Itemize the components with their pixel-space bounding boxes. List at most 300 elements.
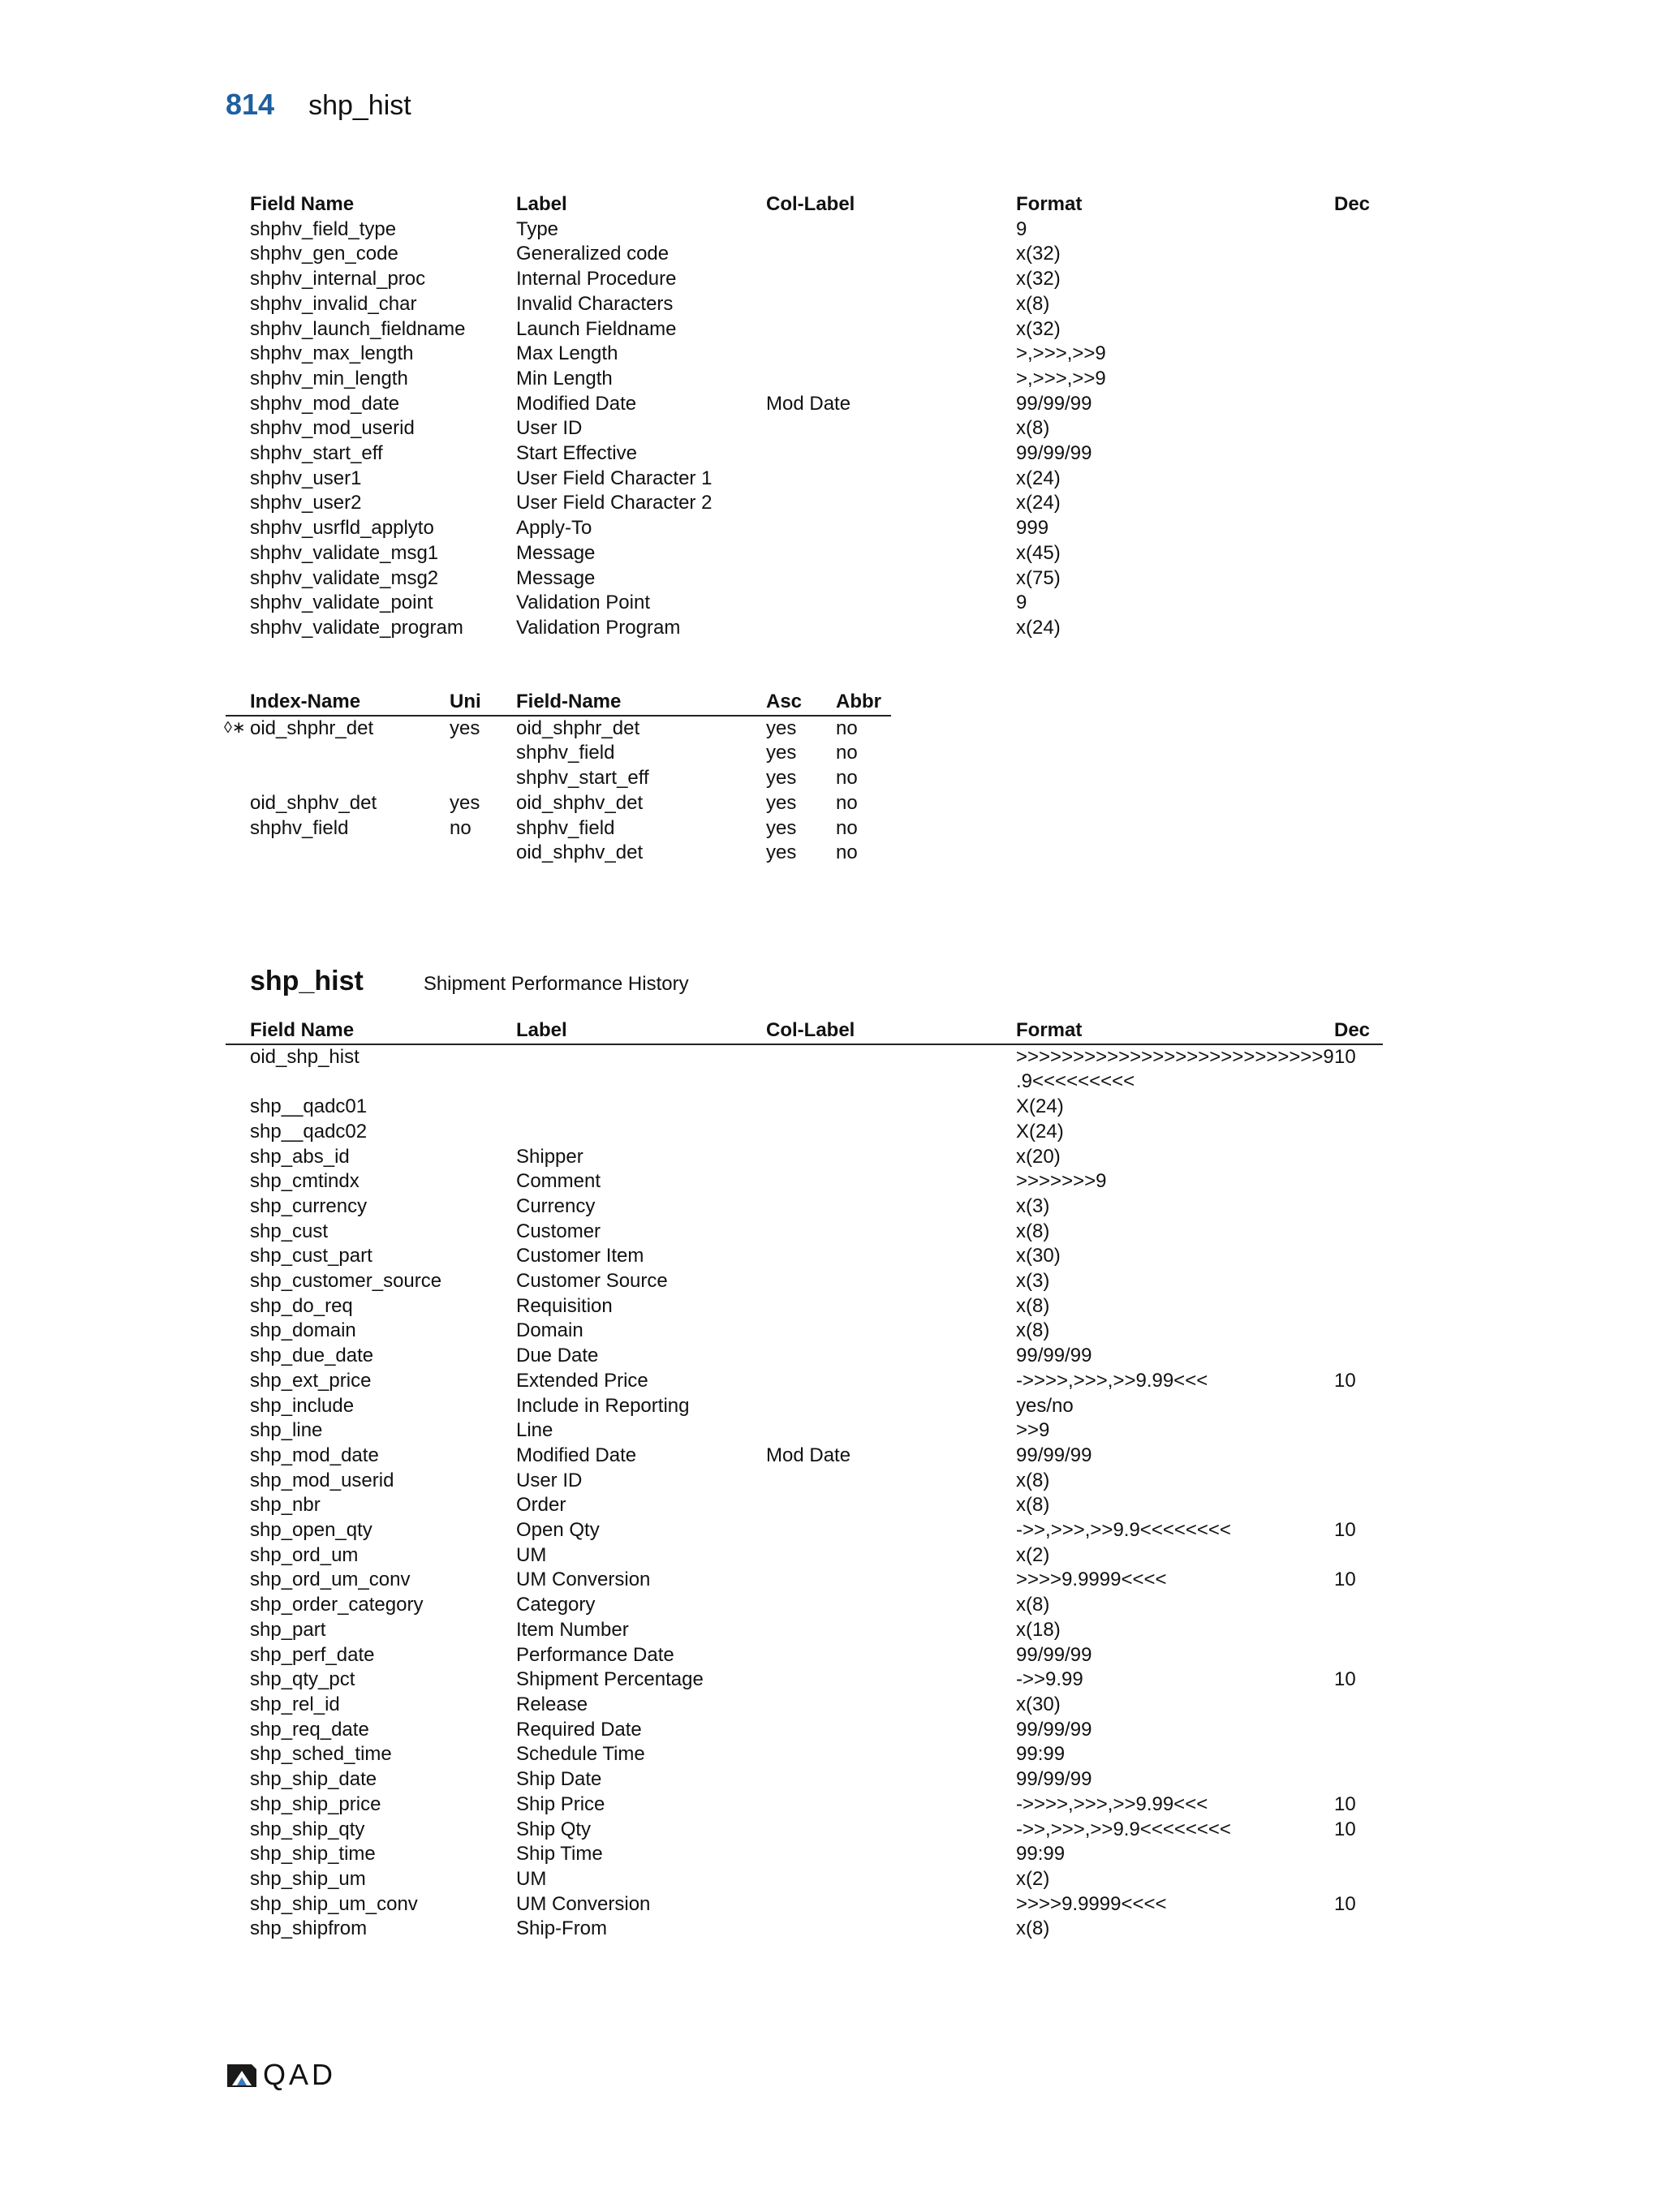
cell-unique [425,791,492,816]
cell-text: x(20) [1016,1145,1061,1168]
cell-dec [1310,1444,1383,1469]
cell-dec [1310,1643,1383,1668]
cell-format [992,516,1310,541]
cell-field-name [226,1493,492,1518]
column-header-col-label: Col-Label [766,193,855,215]
table-row [226,392,1383,417]
cell-field-name [226,1044,492,1095]
cell-col-label [742,367,992,392]
cell-dec [1310,292,1383,317]
cell-label [492,566,742,592]
cell-col-label [742,1493,992,1518]
cell-col-label [742,1718,992,1743]
cell-text: Apply-To [516,517,592,540]
column-header-unique: Uni [425,690,492,716]
cell-col-label [742,1892,992,1917]
cell-text: yes [766,742,797,764]
field-table-shphv [226,192,1383,641]
cell-field-name [226,242,492,267]
cell-field-name [226,1444,492,1469]
table-row [226,1792,1383,1818]
cell-unique [425,816,492,841]
cell-field-name [226,1469,492,1494]
cell-text: Internal Procedure [516,268,677,290]
cell-col-label [742,516,992,541]
cell-format [992,1469,1310,1494]
cell-text: shp_ship_qty [250,1818,365,1840]
cell-text: yes [450,791,480,814]
cell-dec [1310,1593,1383,1618]
column-header-dec: Dec [1334,193,1371,215]
cell-format [992,1668,1310,1693]
cell-text: Ship Qty [516,1818,592,1840]
cell-field-name [492,841,742,866]
cell-text: 9 [1016,217,1027,240]
cell-text: shphv_min_length [250,367,408,389]
cell-dec [1310,441,1383,467]
cell-format [992,1818,1310,1843]
cell-label [492,1095,742,1120]
cell-col-label [742,1518,992,1543]
cell-col-label [742,292,992,317]
cell-text: Customer Item [516,1245,644,1267]
table-row [226,1593,1383,1618]
cell-text: Validation Program [516,616,681,639]
cell-text: yes [766,791,797,814]
cell-dec [1310,1493,1383,1518]
index-table [226,690,891,866]
cell-text: x(3) [1016,1270,1050,1293]
cell-text: shp_part [250,1618,326,1641]
cell-index-name [226,841,425,866]
cell-label [492,217,742,243]
cell-dec [1310,1194,1383,1220]
cell-format [992,1294,1310,1319]
cell-text: 99/99/99 [1016,442,1092,465]
cell-col-label [742,1319,992,1344]
cell-text: x(24) [1016,467,1061,489]
cell-col-label [742,317,992,342]
cell-field-name [226,1269,492,1294]
cell-col-label [742,342,992,367]
table-row [226,1369,1383,1394]
section-title [250,966,689,997]
cell-label [492,242,742,267]
table-row [226,1418,1383,1444]
cell-col-label [742,1469,992,1494]
cell-label [492,1593,742,1618]
table-row [226,816,891,841]
cell-text: Line [516,1419,553,1442]
cell-text: Launch Fieldname [516,317,677,340]
table-row [226,541,1383,566]
cell-field-name [226,1742,492,1767]
cell-dec [1310,416,1383,441]
cell-text: Open Qty [516,1519,600,1542]
cell-ascending [742,766,812,791]
cell-format [992,616,1310,641]
cell-format [992,292,1310,317]
cell-text: shp_rel_id [250,1693,340,1715]
cell-field-name [226,1718,492,1743]
cell-ascending [742,716,812,742]
table-row [226,716,891,742]
column-header-ascending: Asc [742,690,812,716]
cell-text: shphv_internal_proc [250,268,426,290]
cell-dec [1310,516,1383,541]
cell-text: 10 [1334,1818,1356,1840]
table-row [226,1867,1383,1892]
cell-dec [1310,1095,1383,1120]
table-row [226,267,1383,292]
cell-text: Due Date [516,1345,599,1367]
cell-text: Shipment Percentage [516,1668,704,1691]
cell-text: shp_ship_um [250,1867,366,1890]
cell-dec [1310,616,1383,641]
cell-dec [1310,1818,1383,1843]
table-row [226,766,891,791]
cell-abbreviated [812,841,891,866]
table-row [226,1269,1383,1294]
cell-unique [425,741,492,766]
cell-dec [1310,1543,1383,1569]
cell-ascending [742,791,812,816]
cell-text: oid_shphv_det [250,791,377,814]
cell-label [492,1269,742,1294]
cell-text: shp_cust [250,1220,329,1242]
cell-format [992,441,1310,467]
cell-text: yes [766,717,797,739]
cell-text: shp_line [250,1419,323,1442]
cell-text: Category [516,1594,596,1616]
cell-text: 99:99 [1016,1743,1066,1766]
cell-dec [1310,1244,1383,1269]
cell-text: oid_shphr_det [516,717,640,739]
cell-text: Min Length [516,367,613,389]
cell-field-name [226,342,492,367]
cell-field-name [226,1319,492,1344]
cell-text: shp_perf_date [250,1643,375,1666]
cell-text: shp_ord_um_conv [250,1569,411,1591]
cell-col-label [742,1394,992,1419]
cell-col-label [742,1917,992,1942]
table-row [226,1344,1383,1369]
table-row [226,1493,1383,1518]
cell-label [492,1518,742,1543]
table-header-row [226,192,1383,217]
table-row [226,1044,1383,1095]
cell-text: shp_abs_id [250,1145,350,1168]
table-row [226,1469,1383,1494]
cell-text: X(24) [1016,1095,1064,1118]
cell-text: shphv_usrfld_applyto [250,517,434,540]
cell-field-name [226,1668,492,1693]
cell-text: yes/no [1016,1394,1074,1417]
cell-field-name [226,292,492,317]
cell-text: shp_order_category [250,1594,424,1616]
cell-text: shp_domain [250,1319,356,1342]
cell-text: >,>>>,>>9 [1016,367,1106,389]
cell-field-name [226,1169,492,1194]
cell-field-name [226,1842,492,1867]
cell-text: Ship-From [516,1917,608,1940]
cell-format [992,1044,1334,1095]
cell-label [492,1792,742,1818]
cell-label [492,1418,742,1444]
cell-text: Requisition [516,1294,613,1317]
cell-text: ->>>>,>>>,>>9.99<<< [1016,1792,1208,1815]
cell-label [492,317,742,342]
cell-field-name [226,1518,492,1543]
section-name: shp_hist [250,966,364,996]
table-row [226,1568,1383,1593]
cell-col-label [742,1145,992,1170]
cell-format [992,566,1310,592]
cell-dec [1310,1518,1383,1543]
cell-text: x(75) [1016,566,1061,589]
cell-text: Validation Point [516,592,650,614]
cell-text: Customer [516,1220,601,1242]
cell-dec [1310,541,1383,566]
cell-col-label [742,1643,992,1668]
cell-dec [1310,267,1383,292]
cell-col-label [742,1294,992,1319]
cell-dec [1310,1294,1383,1319]
cell-label [492,267,742,292]
cell-text: oid_shphv_det [516,791,644,814]
cell-text: Ship Time [516,1843,603,1866]
cell-text: >,>>>,>>9 [1016,342,1106,365]
cell-format [992,1095,1310,1120]
cell-label [492,1718,742,1743]
cell-format [992,1643,1310,1668]
cell-field-name [226,516,492,541]
cell-dec [1310,467,1383,492]
cell-field-name [226,467,492,492]
cell-col-label [742,1693,992,1718]
cell-label [492,467,742,492]
cell-text: oid_shp_hist [250,1045,360,1068]
cell-label [492,1842,742,1867]
cell-dec [1310,1269,1383,1294]
cell-col-label [742,491,992,516]
cell-text: x(8) [1016,417,1050,440]
cell-format [992,267,1310,292]
cell-label [492,416,742,441]
table-row [226,1194,1383,1220]
cell-dec [1310,1917,1383,1942]
column-header-label: Label [516,193,567,215]
table-row [226,1917,1383,1942]
cell-text: Message [516,566,596,589]
cell-col-label [742,1044,992,1095]
cell-col-label [742,1269,992,1294]
cell-text: shphv_validate_program [250,616,463,639]
table-row [226,1244,1383,1269]
cell-format [992,1718,1310,1743]
cell-text: shp_ship_time [250,1843,376,1866]
cell-dec [1310,1418,1383,1444]
cell-text: x(3) [1016,1194,1050,1217]
cell-format [992,242,1310,267]
cell-text: >>9 [1016,1419,1050,1442]
cell-format [992,342,1310,367]
cell-format [992,1693,1310,1718]
cell-format [992,392,1310,417]
page-number: 814 [226,88,275,121]
table-row [226,841,891,866]
cell-unique [425,716,492,742]
cell-text: x(24) [1016,492,1061,514]
column-header-index-name: Index-Name [226,690,425,716]
cell-text: Schedule Time [516,1743,645,1766]
cell-field-name [492,816,742,841]
cell-abbreviated [812,791,891,816]
cell-format [992,367,1310,392]
cell-format [992,1742,1310,1767]
cell-index-name [226,816,425,841]
cell-text: >>>>9.9999<<<< [1016,1569,1167,1591]
cell-text: shphv_validate_point [250,592,433,614]
cell-text: 99/99/99 [1016,1345,1092,1367]
cell-format [992,1792,1310,1818]
cell-text: shp_mod_date [250,1444,379,1466]
cell-dec [1310,491,1383,516]
table-row [226,1842,1383,1867]
cell-text: x(45) [1016,541,1061,564]
index-header-row [226,690,891,716]
cell-text: ->>9.99 [1016,1668,1083,1691]
cell-text: shphv_mod_date [250,392,400,415]
cell-col-label [742,1842,992,1867]
table-row [226,1120,1383,1145]
cell-text: UM Conversion [516,1892,651,1915]
cell-format [992,1244,1310,1269]
table-row [226,242,1383,267]
cell-text: x(32) [1016,243,1061,265]
section-description: Shipment Performance History [423,973,689,995]
cell-text: shphv_field_type [250,217,397,240]
cell-format [992,1269,1310,1294]
table-row [226,217,1383,243]
cell-field-name [226,541,492,566]
cell-text: 999 [1016,517,1049,540]
cell-text: Mod Date [766,392,851,415]
cell-text: 99/99/99 [1016,1768,1092,1791]
cell-field-name [226,1917,492,1942]
cell-field-name [226,1369,492,1394]
cell-col-label [742,242,992,267]
table-row [226,1444,1383,1469]
cell-text: Item Number [516,1618,629,1641]
cell-label [492,1643,742,1668]
cell-col-label [742,541,992,566]
cell-dec [1310,1792,1383,1818]
cell-text: shp__qadc02 [250,1120,368,1143]
cell-format [992,1917,1310,1942]
cell-text: 10 [1334,1519,1356,1542]
cell-text: ->>,>>>,>>9.9<<<<<<<< [1016,1519,1231,1542]
cell-dec [1310,1742,1383,1767]
table-row [226,1095,1383,1120]
column-header-col-label: Col-Label [742,1018,992,1044]
cell-dec [1310,1469,1383,1494]
cell-field-name [226,367,492,392]
cell-format [992,1518,1310,1543]
cell-ascending [742,841,812,866]
cell-text: Comment [516,1170,601,1193]
table-row [226,416,1383,441]
cell-text: Shipper [516,1145,583,1168]
cell-format [992,1618,1310,1643]
cell-abbreviated [812,741,891,766]
cell-text: x(8) [1016,1494,1050,1517]
cell-col-label [742,1418,992,1444]
cell-dec [1310,1369,1383,1394]
cell-col-label [742,1568,992,1593]
cell-text: Max Length [516,342,618,365]
cell-field-name [226,1120,492,1145]
cell-col-label [742,1668,992,1693]
cell-format [992,591,1310,616]
cell-field-name [226,1344,492,1369]
cell-text: yes [766,767,797,790]
cell-label [492,1469,742,1494]
cell-text: Modified Date [516,392,637,415]
cell-label [492,491,742,516]
cell-field-name [226,1568,492,1593]
cell-text: x(8) [1016,1319,1050,1342]
cell-format [992,217,1310,243]
cell-dec [1310,1120,1383,1145]
cell-col-label [742,1169,992,1194]
cell-col-label [742,1444,992,1469]
cell-format [992,1493,1310,1518]
cell-text: shphv_launch_fieldname [250,317,466,340]
cell-text: User ID [516,1469,583,1491]
cell-text: >>>>>>>9 [1016,1170,1107,1193]
table-row [226,1394,1383,1419]
table-row [226,441,1383,467]
cell-unique [425,841,492,866]
cell-field-name [226,1767,492,1792]
column-header-field-name: Field Name [226,1018,492,1044]
cell-label [492,1568,742,1593]
cell-text: x(8) [1016,1220,1050,1242]
cell-format [992,1394,1310,1419]
table-row [226,741,891,766]
table-row [226,1319,1383,1344]
cell-text: 99/99/99 [1016,1718,1092,1741]
cell-label [492,516,742,541]
cell-field-name [226,1618,492,1643]
cell-format [992,1444,1310,1469]
cell-text: x(8) [1016,1294,1050,1317]
table-row [226,1668,1383,1693]
cell-field-name [226,566,492,592]
cell-text: User Field Character 1 [516,467,713,489]
cell-text: Generalized code [516,243,670,265]
cell-index-name [226,741,425,766]
cell-label [492,392,742,417]
cell-text: shphv_user2 [250,492,362,514]
qad-logo-text: QAD [263,2058,337,2091]
cell-text: 10 [1334,1369,1356,1392]
cell-text: X(24) [1016,1120,1064,1143]
cell-format [992,416,1310,441]
cell-field-name [226,217,492,243]
cell-col-label [742,267,992,292]
